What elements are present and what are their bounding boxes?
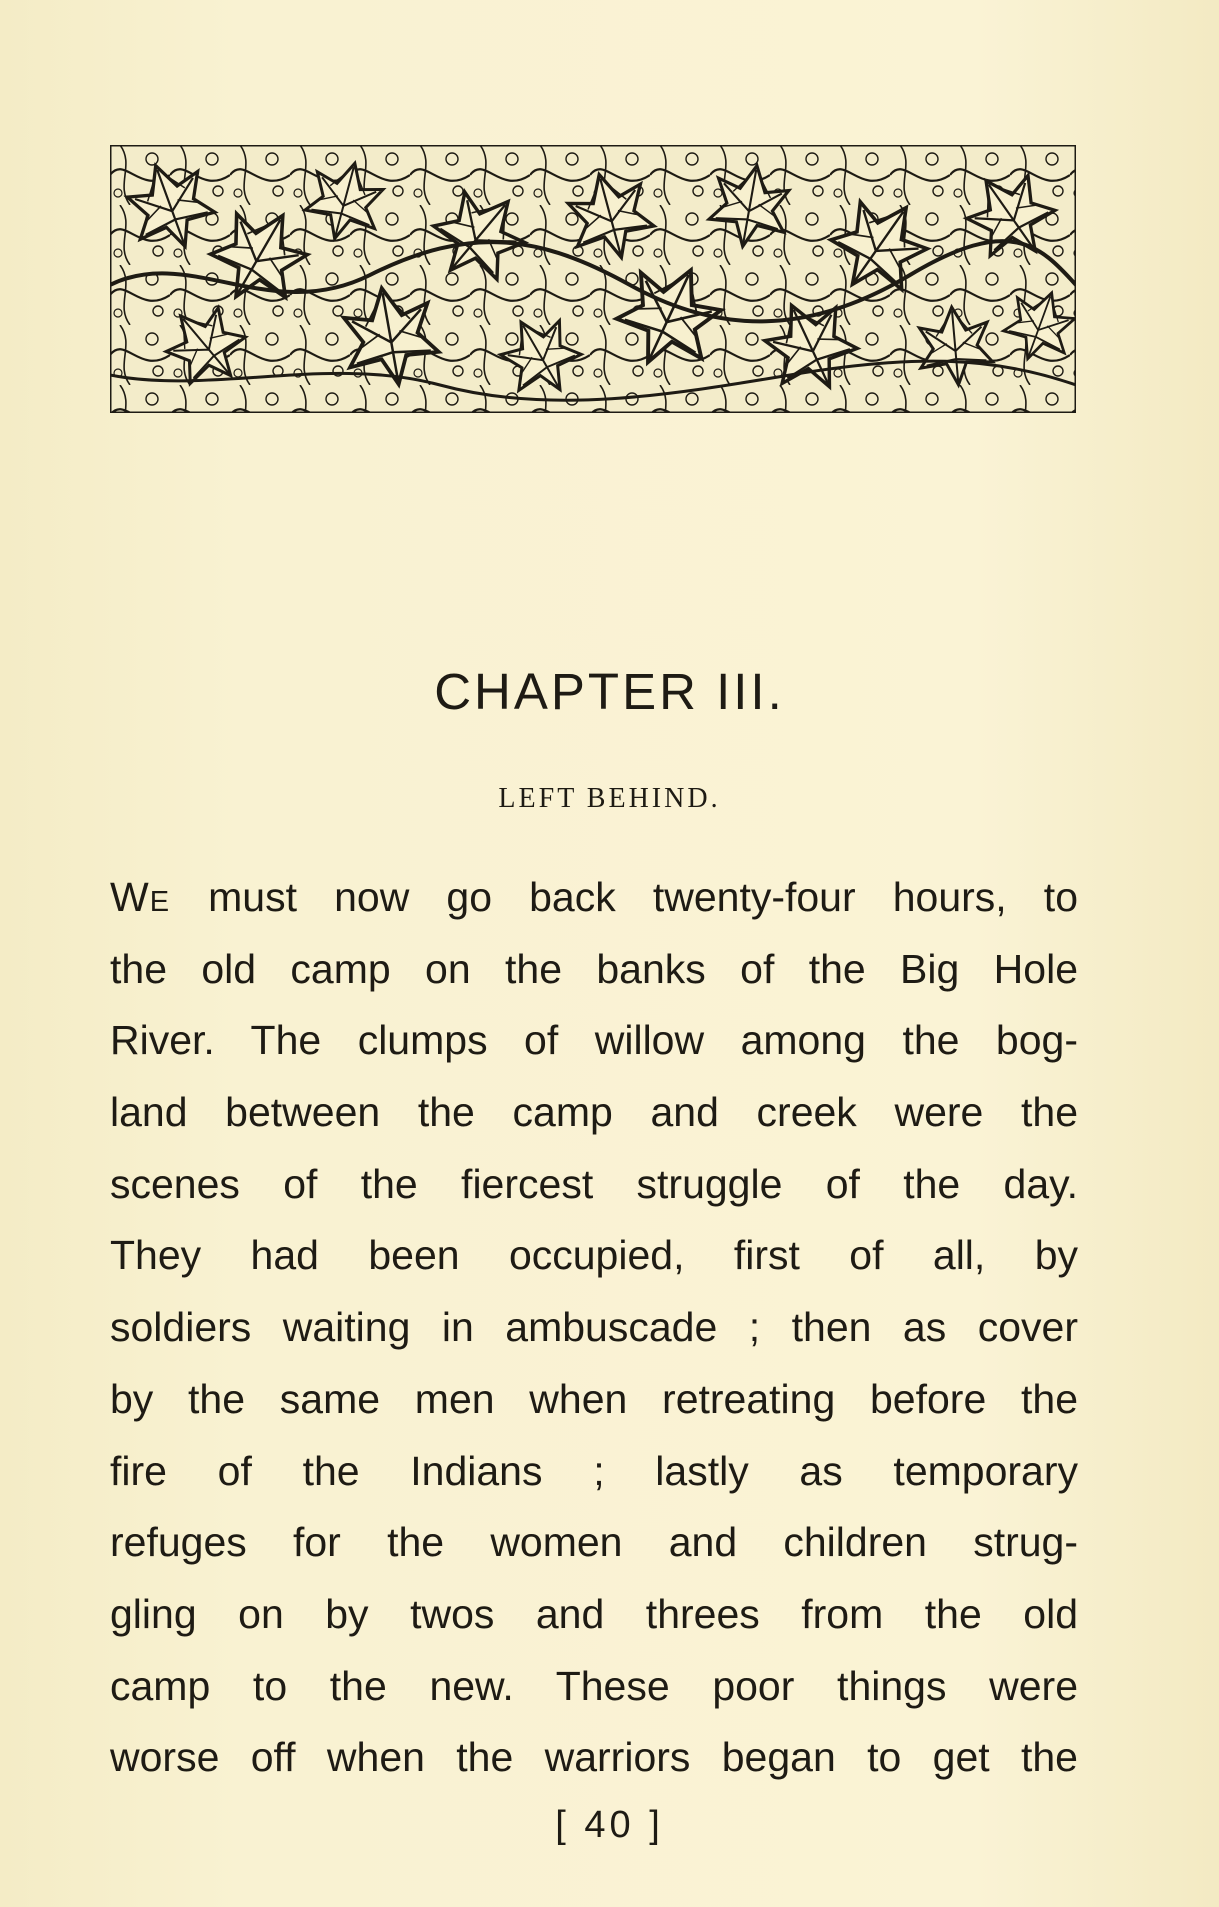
- small-caps-letter: E: [149, 886, 172, 918]
- text-line-5: scenes of the fiercest struggle of the day.: [110, 1160, 1078, 1207]
- text-line-10: refuges for the women and children strug-: [110, 1519, 1078, 1566]
- chapter-subtitle: LEFT BEHIND.: [498, 783, 721, 814]
- text-line-1: [110, 862, 1078, 934]
- chapter-body: [110, 862, 1078, 1794]
- text-line-11: gling on by twos and threes from the old: [110, 1590, 1078, 1637]
- page-number: [ 40 ]: [555, 1804, 664, 1846]
- text-line-4: land between the camp and creek were the: [110, 1089, 1078, 1136]
- text-line-3: River. The clumps of willow among the bog-: [110, 1017, 1078, 1064]
- text-line-1-rest: must now go back twenty-four hours, to: [171, 874, 1078, 920]
- text-line-9: fire of the Indians ; lastly as temporary: [110, 1447, 1078, 1494]
- chapter-title: CHAPTER III.: [434, 663, 785, 720]
- text-line-2: the old camp on the banks of the Big Hole: [110, 945, 1078, 992]
- text-line-8: by the same men when retreating before the: [110, 1375, 1078, 1422]
- text-line-6: They had been occupied, first of all, by: [110, 1232, 1078, 1279]
- initial-letter: W: [110, 874, 150, 920]
- text-line-7: soldiers waiting in ambuscade ; then as cover: [110, 1304, 1078, 1351]
- text-line-13: worse off when the warriors began to get the: [110, 1734, 1078, 1781]
- ivy-leaf-border-icon: [110, 145, 1076, 413]
- text-line-12: camp to the new. These poor things were: [110, 1662, 1078, 1709]
